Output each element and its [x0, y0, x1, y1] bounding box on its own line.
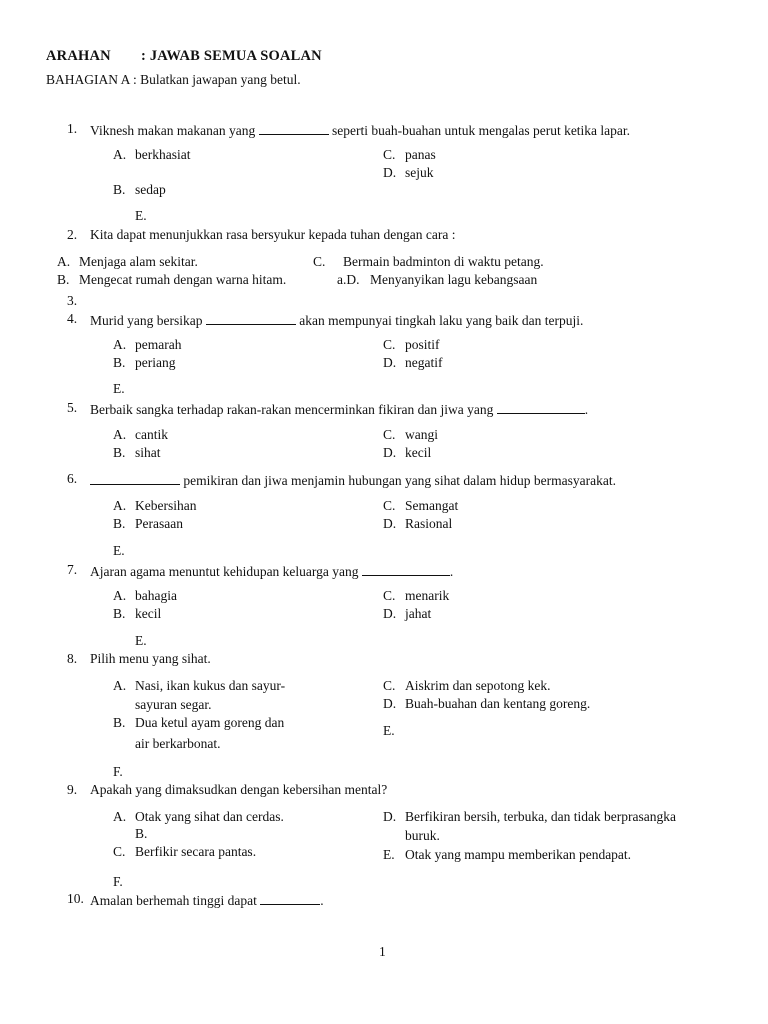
- q6-option-e: E.: [113, 543, 125, 558]
- q1-option-a[interactable]: A. berkhasiat: [113, 147, 191, 162]
- q9-option-a[interactable]: A. Otak yang sihat dan cerdas.: [113, 809, 284, 824]
- q5-number: 5.: [67, 400, 78, 415]
- q5-option-c[interactable]: C. wangi: [383, 427, 438, 442]
- q5-stem: Berbaik sangka terhadap rakan-rakan mencerminkan fikiran dan jiwa yang .: [90, 402, 589, 418]
- q6-option-d[interactable]: D. Rasional: [383, 516, 453, 531]
- q2-stem: Kita dapat menunjukkan rasa bersyukur kepada tuhan dengan cara :: [90, 227, 456, 242]
- q1-stem: Viknesh makan makanan yang seperti buah-buahan untuk mengalas perut ketika lapar.: [90, 123, 631, 139]
- q4-option-d[interactable]: D. negatif: [383, 355, 443, 370]
- q8-option-c[interactable]: C. Aiskrim dan sepotong kek.: [383, 678, 551, 693]
- q1-option-c[interactable]: C. panas: [383, 147, 436, 162]
- q7-option-a[interactable]: A. bahagia: [113, 588, 177, 603]
- q9-option-d-line2: buruk.: [405, 828, 440, 843]
- q2-option-c[interactable]: C. Bermain badminton di waktu petang.: [313, 254, 544, 269]
- q9-stem: Apakah yang dimaksudkan dengan kebersihan mental?: [90, 782, 388, 797]
- q4-option-e: E.: [113, 381, 125, 396]
- q6-number: 6.: [67, 471, 78, 486]
- q7-option-d[interactable]: D. jahat: [383, 606, 432, 621]
- q10-number: 10.: [67, 891, 84, 906]
- q1-number: 1.: [67, 121, 78, 136]
- q4-option-b[interactable]: B. periang: [113, 355, 176, 370]
- q5-option-a[interactable]: A. cantik: [113, 427, 168, 442]
- q4-option-a[interactable]: A. pemarah: [113, 337, 182, 352]
- q9-option-f: F.: [113, 874, 123, 889]
- q6-option-a[interactable]: A. Kebersihan: [113, 498, 197, 513]
- q9-option-e[interactable]: E. Otak yang mampu memberikan pendapat.: [383, 847, 632, 862]
- q3-number: 3.: [67, 293, 78, 308]
- q8-option-b[interactable]: B. Dua ketul ayam goreng dan: [113, 715, 285, 730]
- q4-option-c[interactable]: C. positif: [383, 337, 440, 352]
- q8-option-a-line2: sayuran segar.: [135, 697, 212, 712]
- q8-option-f: F.: [113, 764, 123, 779]
- q9-option-d[interactable]: D. Berfikiran bersih, terbuka, dan tidak berprasangka: [383, 809, 677, 824]
- q7-option-b[interactable]: B. kecil: [113, 606, 162, 621]
- q1-option-e: E.: [135, 208, 147, 223]
- q1-option-b[interactable]: B. sedap: [113, 182, 166, 197]
- q8-option-b-line2: air berkarbonat.: [135, 736, 221, 751]
- q7-stem: Ajaran agama menuntut kehidupan keluarga yang .: [90, 564, 454, 580]
- page-number: 1: [379, 944, 386, 959]
- q1-option-d[interactable]: D. sejuk: [383, 165, 434, 180]
- q7-option-c[interactable]: C. menarik: [383, 588, 450, 603]
- bahagian-text: BAHAGIAN A : Bulatkan jawapan yang betul.: [46, 72, 301, 87]
- q9-number: 9.: [67, 782, 78, 797]
- q2-number: 2.: [67, 227, 78, 242]
- q9-option-b: B.: [135, 826, 148, 841]
- q7-option-e: E.: [135, 633, 147, 648]
- q4-number: 4.: [67, 311, 78, 326]
- q8-number: 8.: [67, 651, 78, 666]
- q9-option-c[interactable]: C. Berfikir secara pantas.: [113, 844, 257, 859]
- q6-option-b[interactable]: B. Perasaan: [113, 516, 183, 531]
- arahan-label: ARAHAN: [46, 48, 111, 64]
- q8-option-a[interactable]: A. Nasi, ikan kukus dan sayur-: [113, 678, 286, 693]
- q8-option-e: E.: [383, 723, 395, 738]
- q10-stem: Amalan berhemah tinggi dapat .: [90, 893, 324, 909]
- q8-option-d[interactable]: D. Buah-buahan dan kentang goreng.: [383, 696, 591, 711]
- q2-option-d[interactable]: a.D. Menyanyikan lagu kebangsaan: [337, 272, 538, 287]
- q8-stem: Pilih menu yang sihat.: [90, 651, 211, 666]
- q5-option-b[interactable]: B. sihat: [113, 445, 161, 460]
- q5-option-d[interactable]: D. kecil: [383, 445, 432, 460]
- q2-option-b[interactable]: B. Mengecat rumah dengan warna hitam.: [57, 272, 287, 287]
- arahan-text: : JAWAB SEMUA SOALAN: [141, 48, 322, 64]
- q7-number: 7.: [67, 562, 78, 577]
- q6-option-c[interactable]: C. Semangat: [383, 498, 459, 513]
- q6-stem: pemikiran dan jiwa menjamin hubungan yang sihat dalam hidup bermasyarakat.: [90, 472, 616, 488]
- q2-option-a[interactable]: A. Menjaga alam sekitar.: [57, 254, 198, 269]
- q4-stem: Murid yang bersikap akan mempunyai tingkah laku yang baik dan terpuji.: [90, 313, 584, 329]
